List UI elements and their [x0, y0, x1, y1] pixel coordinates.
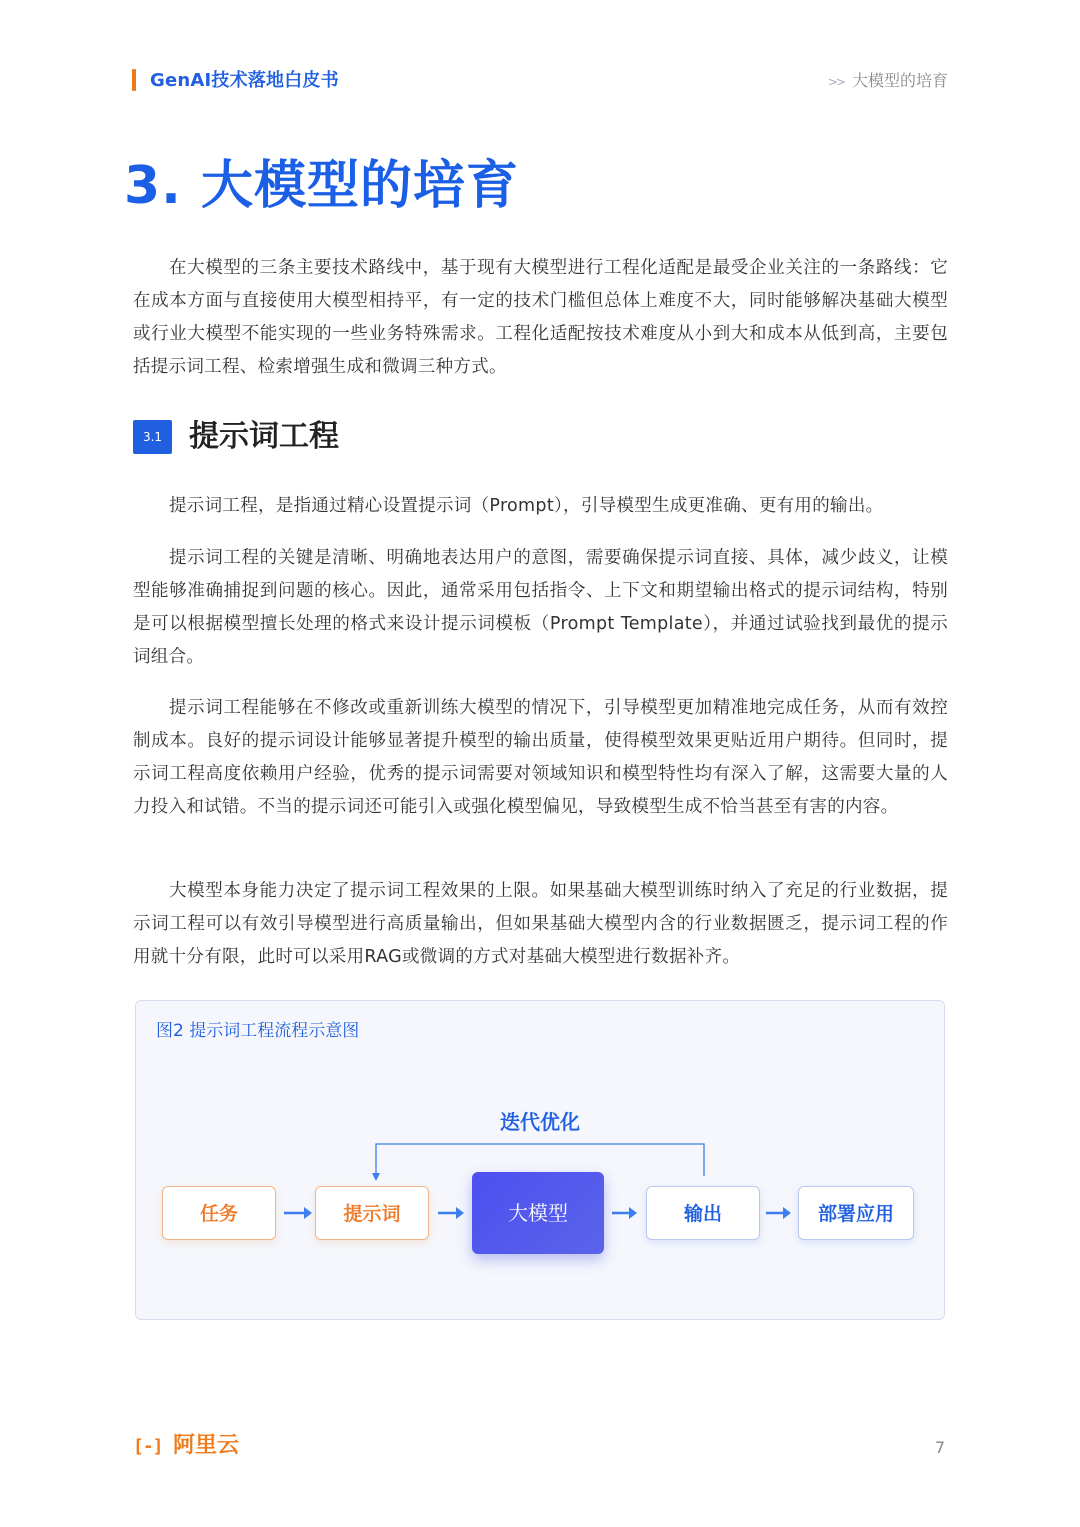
flow-node-deploy: 部署应用	[798, 1186, 914, 1240]
logo-text: 阿里云	[173, 1433, 240, 1458]
body-paragraph-4: 大模型本身能力决定了提示词工程效果的上限。如果基础大模型训练时纳入了充足的行业数据，提示词工程可以有效引导模型进行高质量输出，但如果基础大模型内含的行业数据匮乏，提示词工程的作用就十分有限，此时可以采用RAG或微调的方式对基础大模型进行数据补齐。	[133, 881, 948, 967]
cloud-logo-icon: [-]	[133, 1436, 163, 1457]
page-number: 7	[934, 1438, 945, 1457]
loop-label: 迭代优化	[500, 1110, 580, 1134]
chapter-running-head	[828, 69, 948, 94]
body-paragraph-2: 提示词工程的关键是清晰、明确地表达用户的意图，需要确保提示词直接、具体，减少歧义，让模型能够准确捕捉到问题的核心。因此，通常采用包括指令、上下文和期望输出格式的提示词结构，特别是可以根据模型擅长处理的格式来设计提示词模板（Prompt Template），并通过试验找到最优的提示词组合。	[133, 548, 948, 667]
chapter-title: 3. 大模型的培育	[124, 156, 520, 216]
flow-node-task: 任务	[162, 1186, 276, 1240]
document-title: GenAI技术落地白皮书	[150, 70, 339, 91]
figure-caption: 图2 提示词工程流程示意图	[156, 1021, 360, 1041]
section-title: 提示词工程	[189, 419, 339, 454]
arrow-head-2	[456, 1207, 464, 1219]
page-header	[132, 66, 948, 96]
arrow-head-4	[783, 1207, 791, 1219]
flow-connectors	[136, 1001, 946, 1321]
section-number-badge: 3.1	[133, 420, 172, 454]
running-head-text: 大模型的培育	[851, 71, 948, 90]
loop-arrow-head	[372, 1173, 380, 1181]
body-paragraph-1: 提示词工程，是指通过精心设置提示词（Prompt），引导模型生成更准确、更有用的输出。	[169, 496, 884, 516]
arrow-head-3	[629, 1207, 637, 1219]
flow-node-prompt: 提示词	[315, 1186, 429, 1240]
figure-panel	[135, 1000, 945, 1320]
flow-node-output: 输出	[646, 1186, 760, 1240]
body-paragraph-3: 提示词工程能够在不修改或重新训练大模型的情况下，引导模型更加精准地完成任务，从而有效控制成本。良好的提示词设计能够显著提升模型的输出质量，使得模型效果更贴近用户期待。但同时，提示词工程高度依赖用户经验，优秀的提示词需要对领域知识和模型特性均有深入了解，这需要大量的人力投入和试错。不当的提示词还可能引入或强化模型偏见，导致模型生成不恰当甚至有害的内容。	[133, 698, 948, 817]
arrow-head-1	[304, 1207, 312, 1219]
header-accent-bar	[132, 69, 136, 91]
intro-paragraph: 在大模型的三条主要技术路线中，基于现有大模型进行工程化适配是最受企业关注的一条路线：它在成本方面与直接使用大模型相持平，有一定的技术门槛但总体上难度不大，同时能够解决基础大模型或行业大模型不能实现的一些业务特殊需求。工程化适配按技术难度从小到大和成本从低到高，主要包括提示词工程、检索增强生成和微调三种方式。	[133, 258, 948, 377]
chevron-right-icon: >>	[827, 75, 844, 89]
flow-node-model: 大模型	[472, 1172, 604, 1254]
